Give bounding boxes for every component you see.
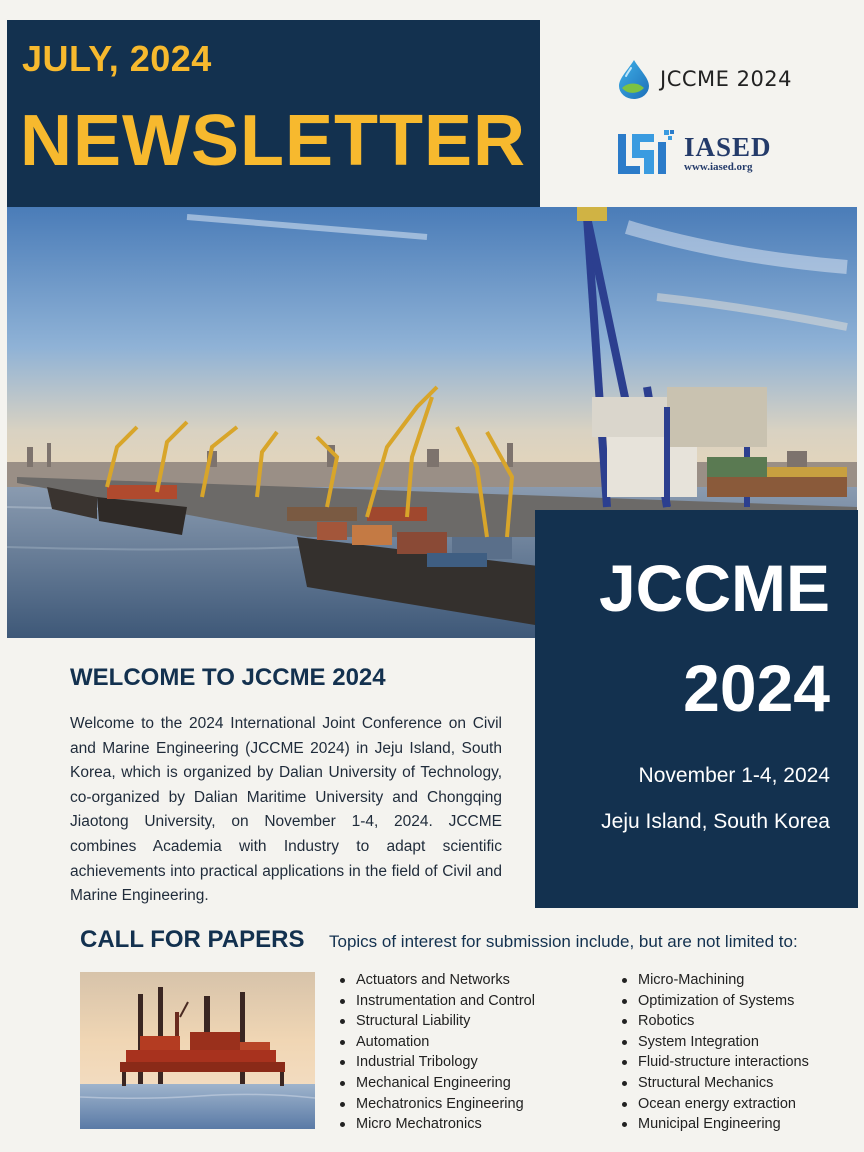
conference-year: 2024	[683, 651, 830, 725]
jccme-logo	[616, 58, 792, 100]
welcome-heading: WELCOME TO JCCME 2024	[70, 664, 386, 691]
conference-date: November 1-4, 2024	[638, 764, 830, 787]
conference-location: Jeju Island, South Korea	[601, 810, 830, 833]
newsletter-date: JULY, 2024	[22, 38, 212, 79]
newsletter-title: NEWSLETTER	[20, 101, 526, 181]
iased-url: www.iased.org	[684, 161, 753, 173]
topic-item: Actuators and Networks	[340, 970, 535, 991]
topic-item: Optimization of Systems	[622, 991, 809, 1012]
call-for-papers-heading: CALL FOR PAPERS	[80, 926, 305, 953]
jccme-logo-text: JCCME 2024	[660, 67, 793, 91]
welcome-paragraph: Welcome to the 2024 International Joint Conference on Civil and Marine Engineering (JCCME 2024) in Jeju Island, South Korea, which is organized by Dalian University of Technology, co-organized by Dalian Maritime University and Chongqing Jiaotong University, on November 1-4, 2024. JCCME combines Academia with Industry to adapt scientific achievements into practical applications in the field of Civil and Marine Engineering.	[70, 715, 502, 905]
topic-item: Fluid-structure interactions	[622, 1052, 809, 1073]
conference-panel	[535, 510, 858, 908]
iased-logo-icon	[616, 128, 676, 178]
topic-item: Mechanical Engineering	[340, 1073, 535, 1094]
topic-item: Mechatronics Engineering	[340, 1094, 535, 1115]
iased-logo	[616, 128, 772, 178]
topics-list-right	[622, 970, 809, 1135]
conference-name: JCCME	[598, 551, 830, 625]
topic-item: Micro-Machining	[622, 970, 809, 991]
topic-item: Instrumentation and Control	[340, 991, 535, 1012]
water-drop-icon	[616, 58, 652, 100]
topics-list-left	[340, 970, 535, 1135]
topic-item: Micro Mechatronics	[340, 1114, 535, 1135]
topic-item: Structural Liability	[340, 1011, 535, 1032]
topic-item: System Integration	[622, 1032, 809, 1053]
topic-item: Industrial Tribology	[340, 1052, 535, 1073]
topic-item: Structural Mechanics	[622, 1073, 809, 1094]
call-for-papers-subtitle: Topics of interest for submission include, but are not limited to:	[329, 932, 798, 951]
topic-item: Robotics	[622, 1011, 809, 1032]
iased-name: IASED	[684, 132, 772, 162]
offshore-rig-image	[80, 972, 315, 1129]
topic-item: Municipal Engineering	[622, 1114, 809, 1135]
topic-item: Ocean energy extraction	[622, 1094, 809, 1115]
topic-item: Automation	[340, 1032, 535, 1053]
